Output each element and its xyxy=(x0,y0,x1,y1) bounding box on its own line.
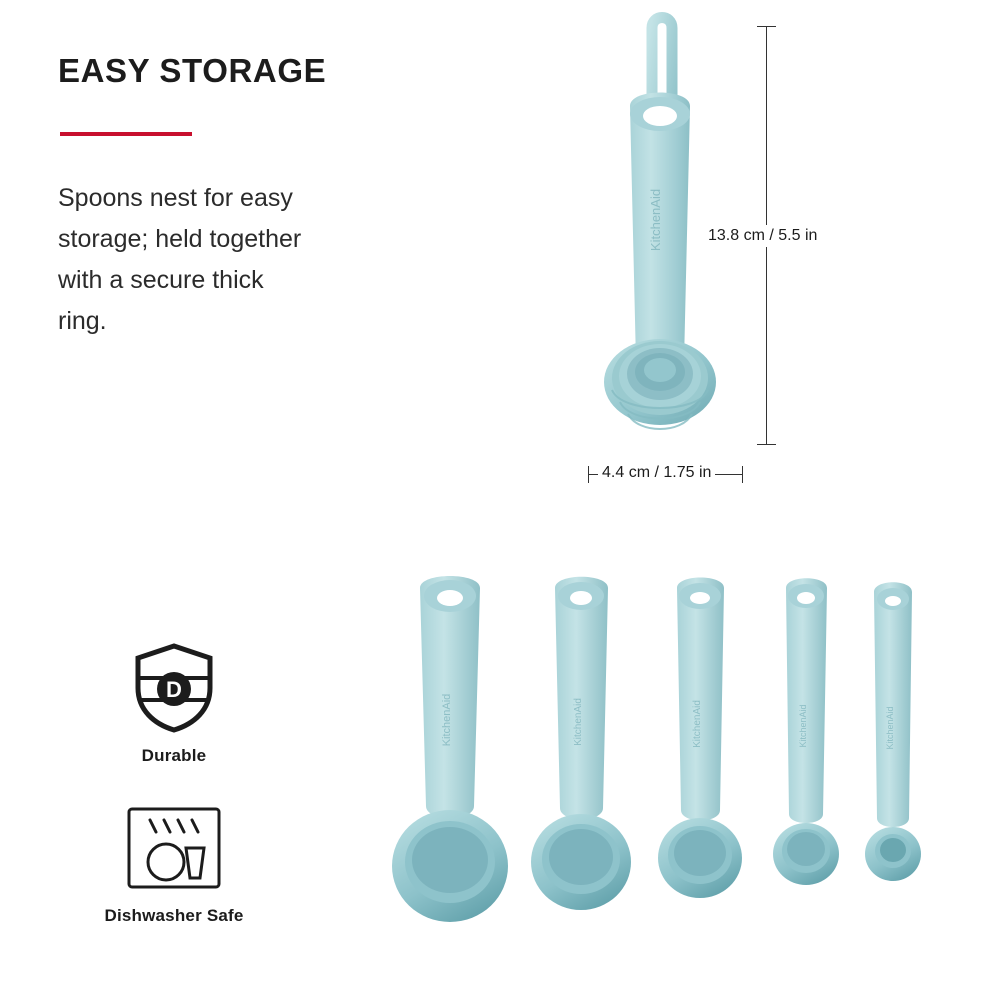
svg-text:KitchenAid: KitchenAid xyxy=(885,706,895,750)
badge-dishwasher-label: Dishwasher Safe xyxy=(104,906,244,925)
dimension-horizontal-cap-right xyxy=(742,466,743,483)
spoon-3 xyxy=(658,578,742,899)
svg-text:D: D xyxy=(166,677,182,702)
badge-durable xyxy=(64,640,284,766)
page-title: EASY STORAGE xyxy=(58,52,327,89)
svg-text:KitchenAid: KitchenAid xyxy=(692,700,703,748)
accent-divider xyxy=(60,132,192,136)
spoon-2 xyxy=(531,577,631,910)
badge-durable-label: Durable xyxy=(141,746,207,765)
body-copy: Spoons nest for easy storage; held together with a secure thick ring. xyxy=(58,184,302,335)
shield-durable-icon xyxy=(64,640,284,736)
svg-text:KitchenAid: KitchenAid xyxy=(573,698,584,746)
svg-text:KitchenAid: KitchenAid xyxy=(441,693,453,747)
badge-dishwasher-safe xyxy=(64,800,284,926)
spoon-5 xyxy=(865,582,921,881)
dimension-vertical-label: 13.8 cm / 5.5 in xyxy=(704,225,821,247)
dishwasher-safe-icon xyxy=(64,800,284,896)
spoon-4 xyxy=(773,578,839,885)
svg-text:KitchenAid: KitchenAid xyxy=(798,704,808,748)
dimension-vertical-cap-bottom xyxy=(757,444,776,445)
brand-embossing: KitchenAid xyxy=(648,188,663,252)
measuring-spoons-row xyxy=(380,570,940,950)
spoon-1 xyxy=(392,576,508,922)
dimension-horizontal-label: 4.4 cm / 1.75 in xyxy=(598,464,715,482)
